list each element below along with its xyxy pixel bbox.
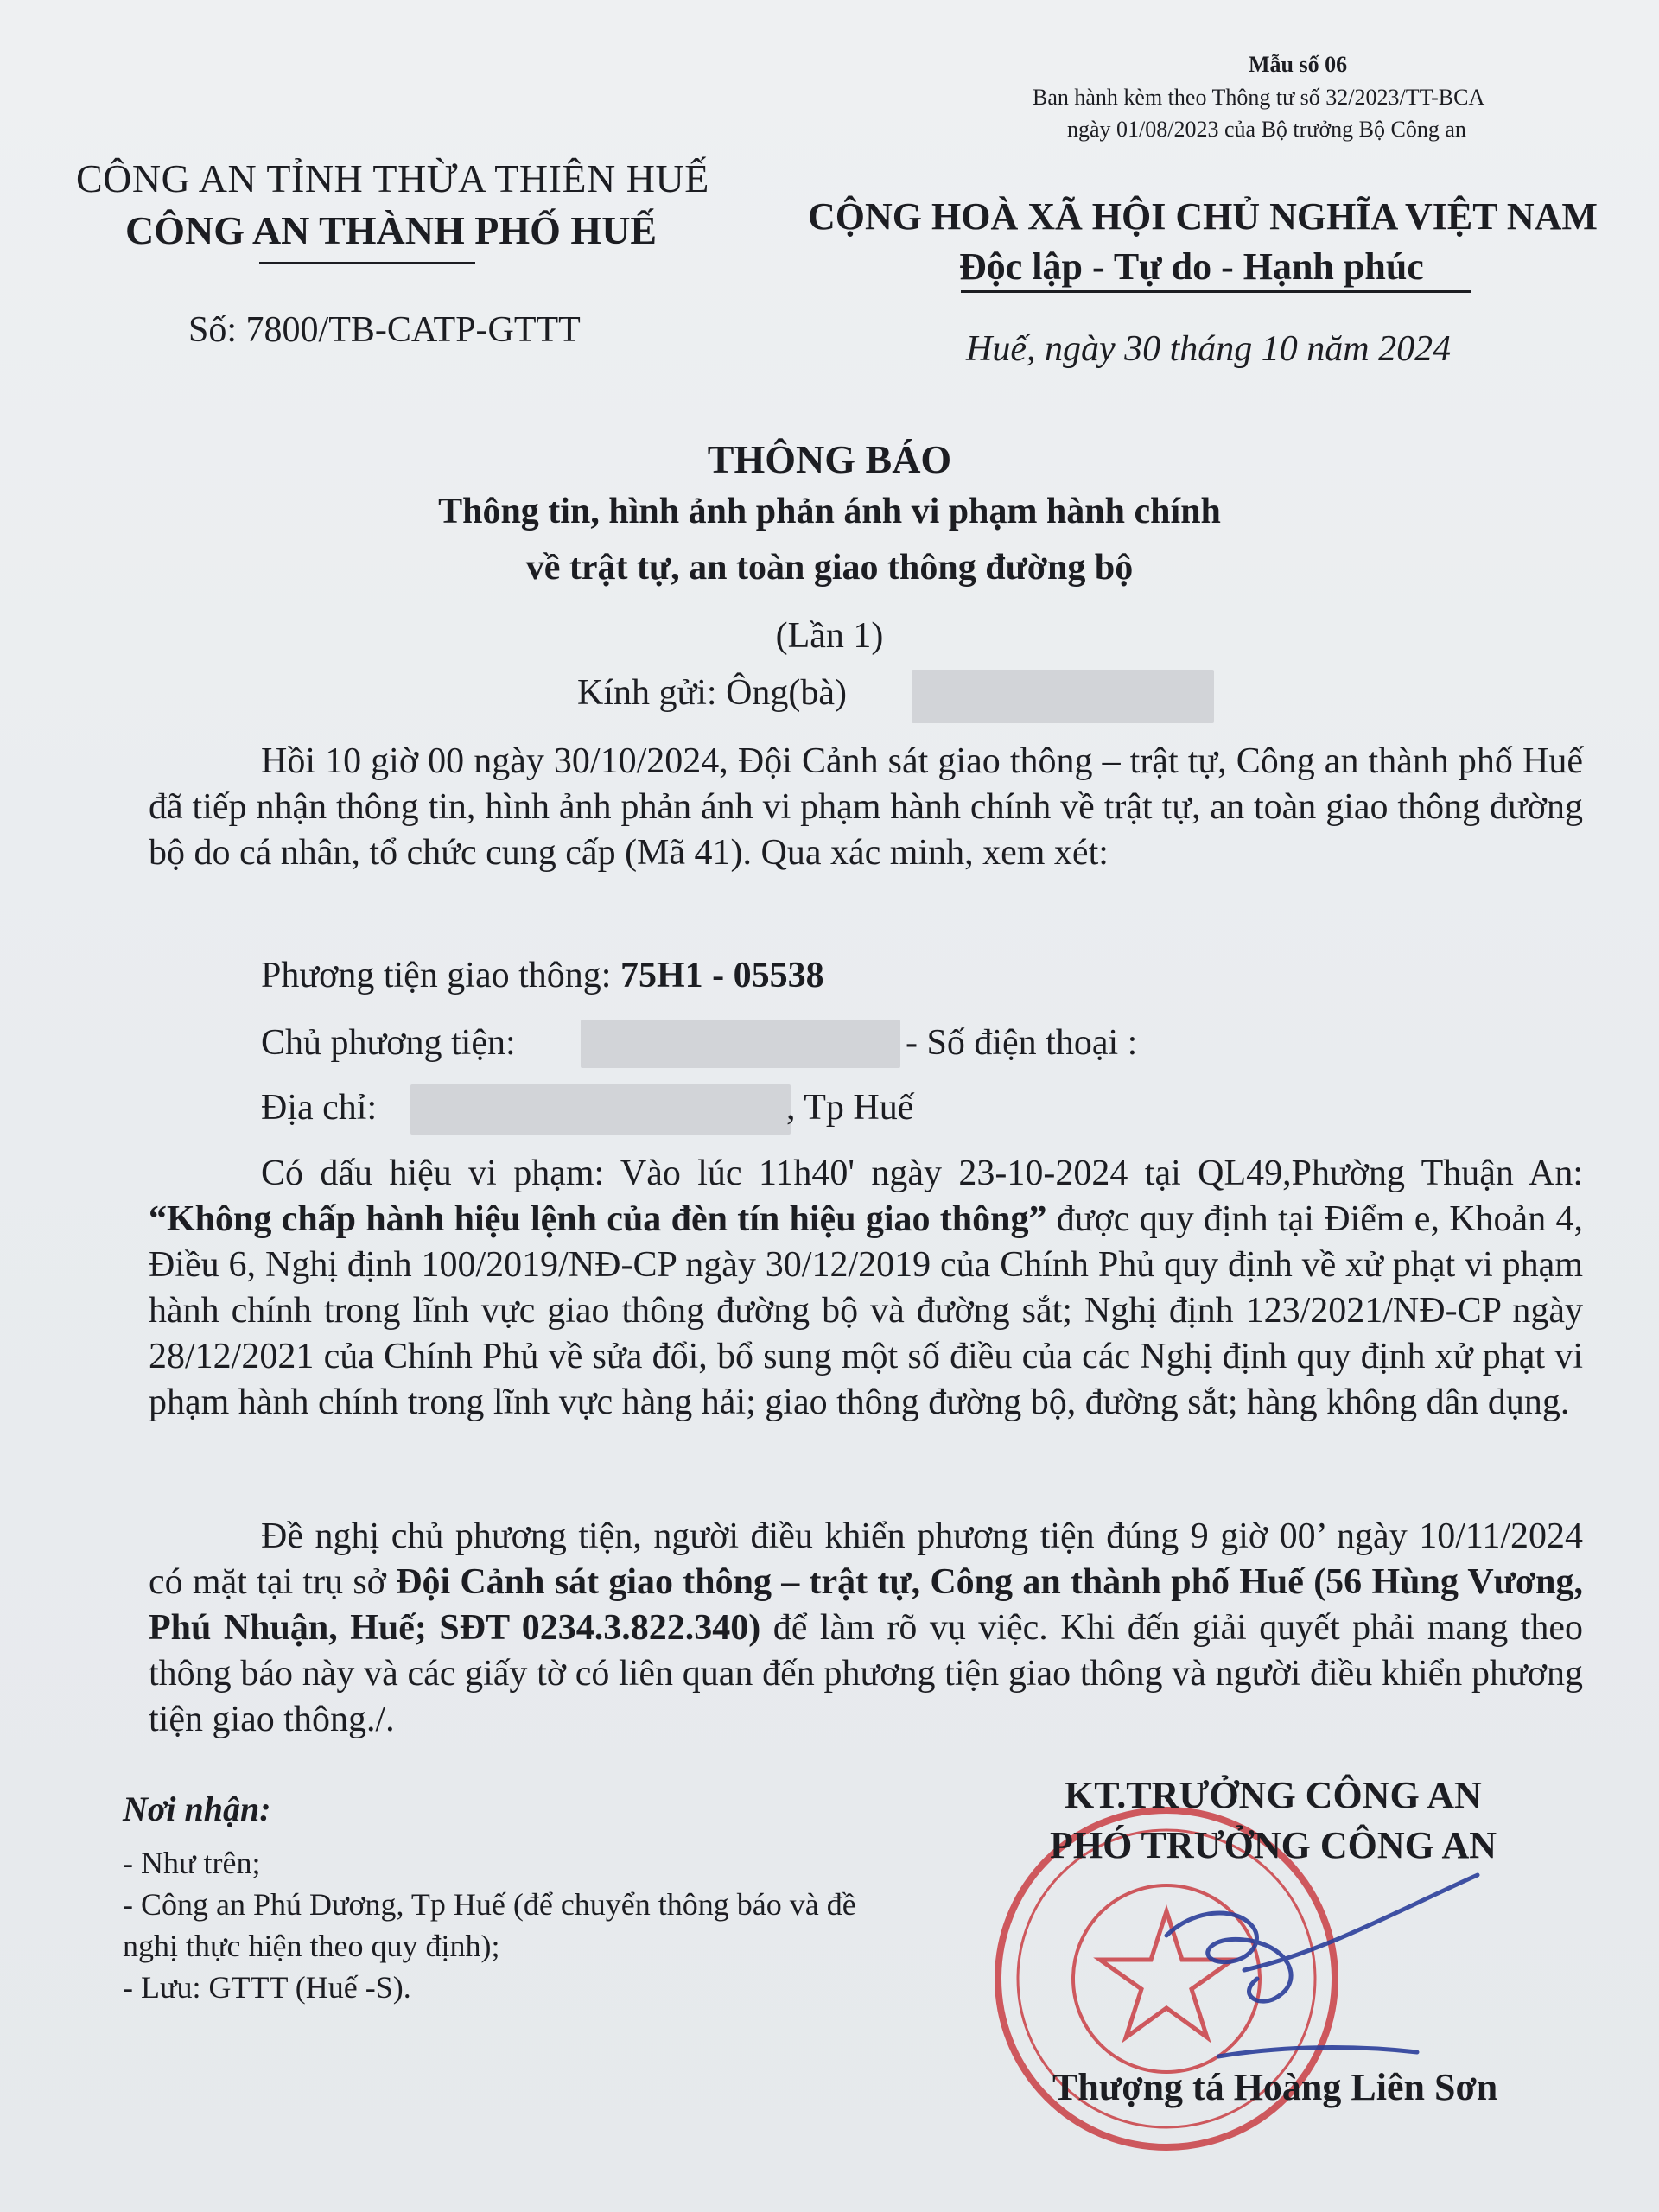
document-subtitle-line1: Thông tin, hình ảnh phản ánh vi phạm hành chính	[438, 492, 1221, 531]
address-city: , Tp Huế	[786, 1088, 914, 1128]
vehicle-label: Phương tiện giao thông:	[261, 956, 620, 995]
signing-authority-line2: PHÓ TRƯỞNG CÔNG AN	[1050, 1824, 1497, 1866]
redacted-address	[410, 1084, 791, 1135]
document-subtitle-line2: về trật tự, an toàn giao thông đường bộ	[525, 548, 1134, 588]
signer-name: Thượng tá Hoàng Liên Sơn	[1052, 2066, 1498, 2108]
motto-underline	[961, 290, 1471, 293]
form-reference-line1: Ban hành kèm theo Thông tư số 32/2023/TT-BCA	[1033, 85, 1485, 110]
addressee: Kính gửi: Ông(bà)	[577, 673, 848, 713]
request-office: Đội Cảnh sát giao thông – trật tự, Công an thành phố Huế (56 Hùng Vương, Phú Nhuận, Huế; SĐT 0234.3.822.340)	[149, 1562, 1583, 1648]
recipient-item: - Lưu: GTTT (Huế -S).	[123, 1970, 411, 2005]
signature	[1115, 1858, 1495, 2082]
violation-description: “Không chấp hành hiệu lệnh của đèn tín hiệu giao thông”	[149, 1199, 1047, 1239]
phone-label: - Số điện thoại :	[906, 1023, 1138, 1063]
notice-round: (Lần 1)	[775, 616, 884, 656]
redacted-owner-name	[581, 1020, 900, 1068]
recipient-item: - Công an Phú Dương, Tp Huế (để chuyển thông báo và đề nghị thực hiện theo quy định);	[123, 1887, 856, 1963]
intro-paragraph: Hồi 10 giờ 00 ngày 30/10/2024, Đội Cảnh sát giao thông – trật tự, Công an thành phố Huế đã tiếp nhận thông tin, hình ảnh phản ánh vi phạm hành chính về trật tự, an toàn giao thông đường bộ do cá nhân, tổ chức cung cấp (Mã 41). Qua xác minh, xem xét:	[149, 741, 1583, 873]
recipients-list	[123, 1842, 900, 2008]
violation-legal-basis: được quy định tại Điểm e, Khoản 4, Điều 6, Nghị định 100/2019/NĐ-CP ngày 30/12/2019 của Chính Phủ quy định về xử phạt vi phạm hành chính trong lĩnh vực giao thông đường bộ và đường sắt; Nghị định 123/2021/NĐ-CP ngày 28/12/2021 của Chính Phủ về sửa đổi, bổ sung một số điều của các Nghị định quy định xử phạt vi phạm hành chính trong lĩnh vực hàng hải; giao thông đường bộ, đường sắt; hàng không dân dụng.	[149, 1199, 1583, 1422]
owner-label: Chủ phương tiện:	[261, 1023, 516, 1063]
signing-authority-line1: KT.TRƯỞNG CÔNG AN	[1065, 1774, 1482, 1816]
nation-name: CỘNG HOÀ XÃ HỘI CHỦ NGHĨA VIỆT NAM	[808, 195, 1598, 238]
form-number: Mẫu số 06	[1249, 52, 1348, 77]
document-number: Số: 7800/TB-CATP-GTTT	[188, 310, 581, 350]
recipient-item: - Như trên;	[123, 1846, 261, 1880]
violation-intro: Có dấu hiệu vi phạm: Vào lúc 11h40' ngày 23-10-2024 tại QL49,Phường Thuận An:	[261, 1154, 1583, 1193]
document-title: THÔNG BÁO	[707, 437, 952, 481]
request-instructions: để làm rõ vụ việc. Khi đến giải quyết phải mang theo thông báo này và các giấy tờ có liên quan đến phương tiện giao thông và người điều khiển phương tiện giao thông./.	[149, 1608, 1583, 1739]
agency-name: CÔNG AN THÀNH PHỐ HUẾ	[125, 208, 658, 252]
nation-motto: Độc lập - Tự do - Hạnh phúc	[959, 245, 1424, 288]
recipients-title: Nơi nhận:	[123, 1789, 271, 1828]
address-label: Địa chỉ:	[261, 1088, 378, 1128]
form-reference-line2: ngày 01/08/2023 của Bộ trưởng Bộ Công an	[1067, 117, 1466, 142]
vehicle-row	[261, 955, 824, 996]
place-date: Huế, ngày 30 tháng 10 năm 2024	[966, 329, 1452, 369]
redacted-addressee-name	[912, 670, 1214, 723]
vehicle-plate: 75H1 - 05538	[620, 956, 824, 995]
agency-underline	[259, 262, 475, 264]
agency-parent: CÔNG AN TỈNH THỪA THIÊN HUẾ	[76, 156, 709, 200]
violation-paragraph	[149, 1151, 1583, 1426]
request-intro: Đề nghị chủ phương tiện, người điều khiển phương tiện đúng 9 giờ 00’ ngày 10/11/2024 có mặt tại trụ sở	[149, 1516, 1583, 1602]
request-paragraph	[149, 1514, 1583, 1743]
